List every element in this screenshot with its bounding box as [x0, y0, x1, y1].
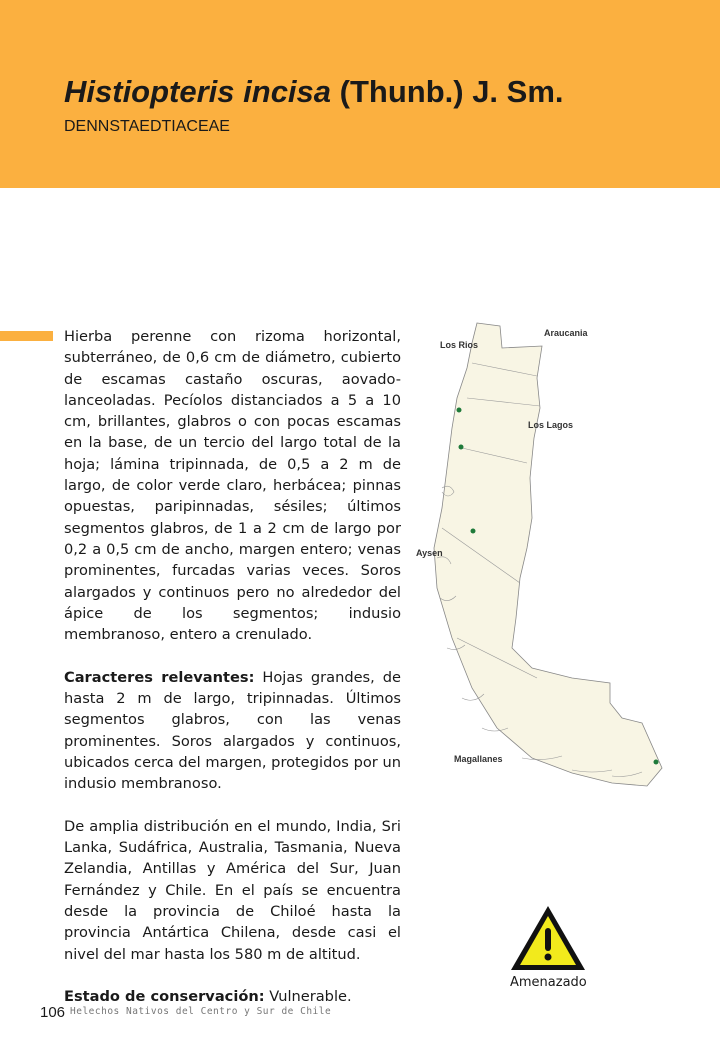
accent-bar	[0, 331, 53, 341]
family-name: DENNSTAEDTIACEAE	[64, 118, 230, 135]
page-number: 106	[40, 1004, 66, 1021]
relevant-text: Hojas grandes, de hasta 2 m de largo, tripinnadas. Últimos segmentos glabros, con las venas prominentes. Soros alargados y continuos, ubicados cerca del margen, protegidos por un indusio membranoso.	[64, 668, 401, 793]
book-title: Helechos Nativos del Centro y Sur de Chile	[70, 1006, 332, 1017]
warning-triangle-icon	[509, 904, 587, 972]
relevant-label: Caracteres relevantes:	[64, 668, 255, 686]
species-name: Histiopteris incisa	[64, 74, 332, 109]
relevant-paragraph	[64, 667, 401, 795]
occurrence-marker	[471, 529, 476, 534]
map-label-magallanes: Magallanes	[454, 754, 503, 764]
occurrence-marker	[457, 408, 462, 413]
species-text	[64, 326, 401, 1029]
conservation-value: Vulnerable.	[264, 988, 352, 1006]
occurrence-marker	[654, 760, 659, 765]
page-title	[64, 74, 564, 110]
status-label: Amenazado	[510, 975, 587, 990]
chile-map-shape	[412, 318, 682, 798]
conservation-paragraph	[64, 986, 401, 1007]
map-label-aysen: Aysen	[416, 548, 443, 558]
distribution-map	[412, 318, 682, 798]
header-band	[0, 0, 720, 188]
conservation-label: Estado de conservación:	[64, 988, 265, 1006]
occurrence-marker	[459, 445, 464, 450]
map-label-araucania: Araucania	[544, 328, 588, 338]
species-author: (Thunb.) J. Sm.	[331, 74, 564, 109]
map-label-los-lagos: Los Lagos	[528, 420, 574, 430]
description-paragraph: Hierba perenne con rizoma horizontal, subterráneo, de 0,6 cm de diámetro, cubierto de escamas castaño oscuras, aovado-lanceoladas. Pecíolos distanciados a 5 a 10 cm, brillantes, glabros o con pocas escamas en la base, de un tercio del largo total de la hoja; lámina tripinnada, de 0,5 a 2 m de largo, de color verde claro, herbácea; pinnas opuestas, paripinnadas, sésiles; últimos segmentos glabros, de 1 a 2 cm de largo por 0,2 a 0,5 cm de ancho, margen entero; venas prominentes, furcadas varias veces. Soros alargados y continuos pero no alrededor del ápice de los segmentos; indusio membranoso, entero a crenulado.	[64, 328, 401, 644]
map-label-los-rios: Los Rios	[440, 340, 479, 350]
distribution-paragraph: De amplia distribución en el mundo, India, Sri Lanka, Sudáfrica, Australia, Tasmania, Nueva Zelandia, Antillas y América del Sur, Juan Fernández y Chile. En el país se encuentra desde la provincia de Chiloé hasta la provincia Antártica Chilena, desde casi el nivel del mar hasta los 580 m de altitud.	[64, 817, 401, 963]
